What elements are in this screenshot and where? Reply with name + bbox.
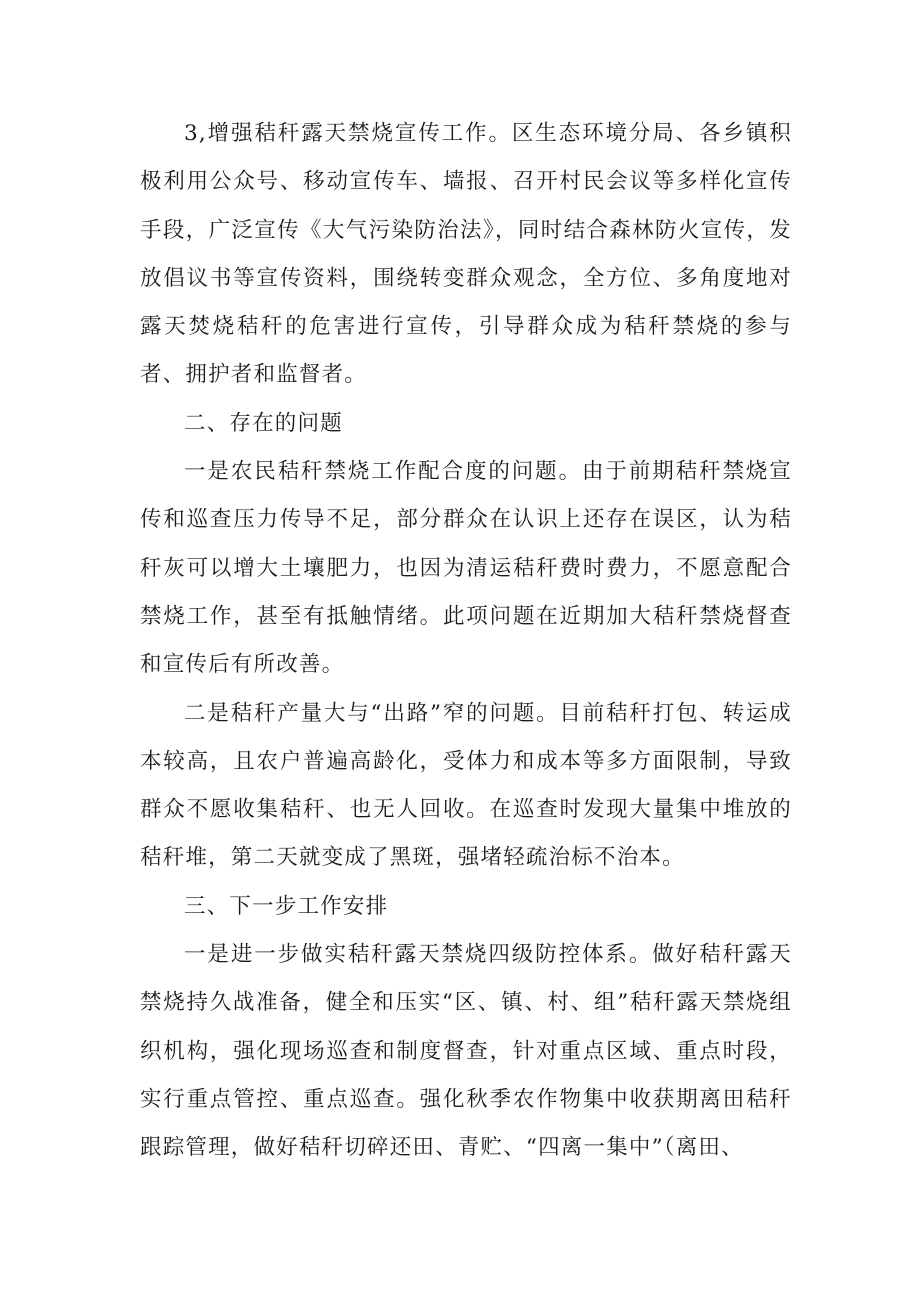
paragraph-publicity-work: 3,增强秸秆露天禁烧宣传工作。区生态环境分局、各乡镇积极利用公众号、移动宣传车、墙报、召开村民会议等多样化宣传手段，广泛宣传《大气污染防治法》，同时结合森林防火宣传，发放倡议书等宣传资料，围绕转变群众观念，全方位、多角度地对露天焚烧秸秆的危害进行宣传，引导群众成为秸秆禁烧的参与者、拥护者和监督者。 bbox=[140, 121, 792, 388]
heading-existing-problems: 二、存在的问题 bbox=[184, 410, 343, 436]
document-body bbox=[140, 110, 792, 1173]
paragraph-next-step-one: 一是进一步做实秸秆露天禁烧四级防控体系。做好秸秆露天禁烧持久战准备，健全和压实“区、镇、村、组”秸秆露天禁烧组织机构，强化现场巡查和制度督查，针对重点区域、重点时段，实行重点管控、重点巡查。强化秋季农作物集中收获期离田秸秆跟踪管理，做好秸秆切碎还田、青贮、“四离一集中”（离田、 bbox=[140, 942, 792, 1161]
paragraph-problem-outlet: 二是秸秆产量大与“出路”窄的问题。目前秸秆打包、转运成本较高，且农户普遍高龄化，受体力和成本等多方面限制，导致群众不愿收集秸秆、也无人回收。在巡查时发现大量集中堆放的秸秆堆，第二天就变成了黑斑，强堵轻疏治标不治本。 bbox=[140, 700, 792, 871]
heading-next-steps: 三、下一步工作安排 bbox=[184, 893, 389, 919]
paragraph-problem-cooperation: 一是农民秸秆禁烧工作配合度的问题。由于前期秸秆禁烧宣传和巡查压力传导不足，部分群众在认识上还存在误区，认为秸秆灰可以增大土壤肥力，也因为清运秸秆费时费力，不愿意配合禁烧工作，甚至有抵触情绪。此项问题在近期加大秸秆禁烧督查和宣传后有所改善。 bbox=[140, 459, 792, 678]
